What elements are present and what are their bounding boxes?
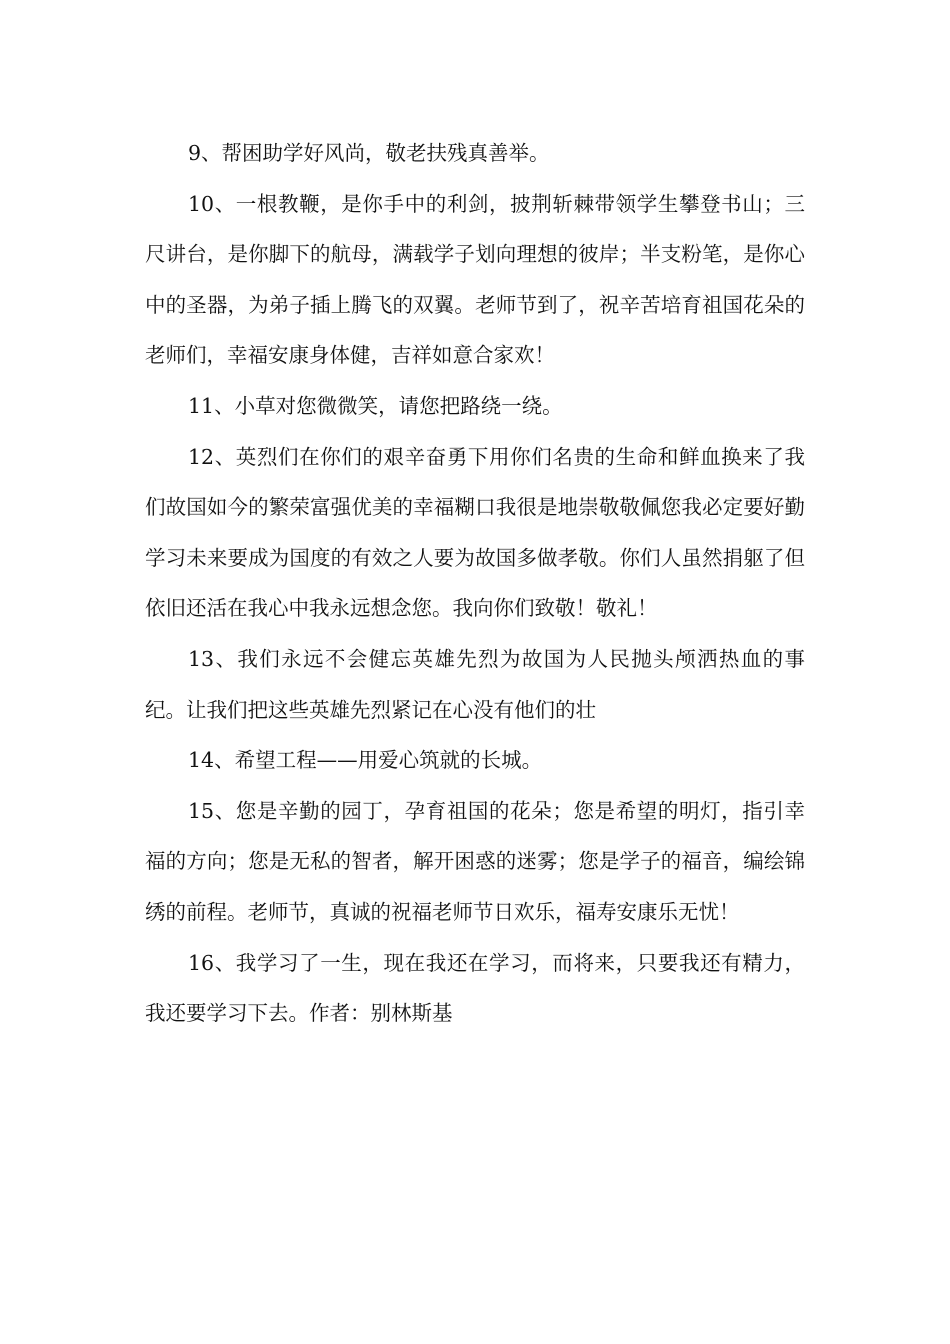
paragraph-15: 15、您是辛勤的园丁，孕育祖国的花朵；您是希望的明灯，指引幸福的方向；您是无私的智者，解开困惑的迷雾；您是学子的福音，编绘锦绣的前程。老师节，真诚的祝福老师节日欢乐，福寿安康乐无忧！ (145, 798, 805, 924)
paragraph-12: 12、英烈们在你们的艰辛奋勇下用你们名贵的生命和鲜血换来了我们故国如今的繁荣富强优美的幸福糊口我很是地崇敬敬佩您我必定要好勤学习未来要成为国度的有效之人要为故国多做孝敬。你们人虽然捐躯了但依旧还活在我心中我永远想念您。我向你们致敬！敬礼！ (145, 444, 805, 621)
paragraph-16: 16、我学习了一生，现在我还在学习，而将来，只要我还有精力，我还要学习下去。作者：别林斯基 (145, 950, 805, 1026)
paragraph-10: 10、一根教鞭，是你手中的利剑，披荆斩棘带领学生攀登书山；三尺讲台，是你脚下的航母，满载学子划向理想的彼岸；半支粉笔，是你心中的圣器，为弟子插上腾飞的双翼。老师节到了，祝辛苦培育祖国花朵的老师们，幸福安康身体健，吉祥如意合家欢！ (145, 191, 805, 368)
paragraph-13: 13、我们永远不会健忘英雄先烈为故国为人民抛头颅洒热血的事纪。让我们把这些英雄先烈紧记在心没有他们的壮 (145, 646, 805, 722)
document-body (145, 128, 805, 1039)
paragraph-11: 11、小草对您微微笑，请您把路绕一绕。 (188, 393, 563, 418)
paragraph-9: 9、帮困助学好风尚，敬老扶残真善举。 (188, 141, 550, 165)
paragraph-14: 14、希望工程——用爱心筑就的长城。 (188, 748, 543, 773)
